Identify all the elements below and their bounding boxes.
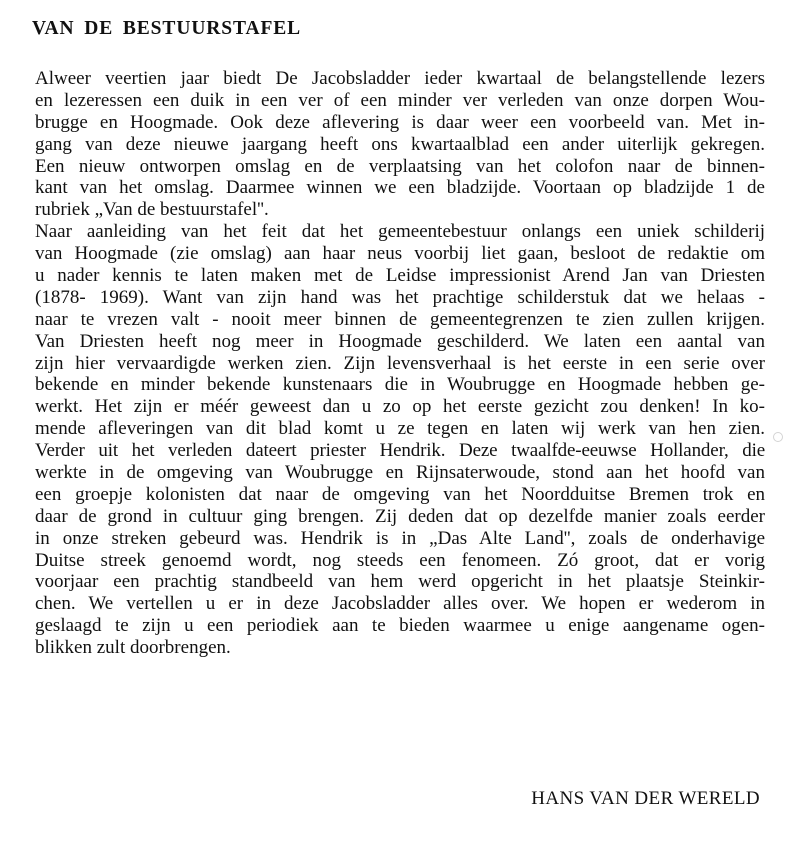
text-line: daar de grond in cultuur ging brengen. Zij deden dat op dezelfde manier zoals eerder (35, 505, 765, 527)
text-line: werkte in de omgeving van Woubrugge en Rijnsaterwoude, stond aan het hoofd van (35, 462, 765, 484)
text-line: en lezeressen een duik in een ver of een minder ver verleden van onze dorpen Wou- (35, 89, 765, 111)
text-line: rubriek „Van de bestuurstafel''. (35, 199, 269, 221)
text-line: kant van het omslag. Daarmee winnen we een bladzijde. Voortaan op bladzijde 1 de (35, 177, 765, 199)
text-line: voorjaar een prachtig standbeeld van hem werd opgericht in het plaatsje Steinkir- (35, 571, 765, 593)
article-body (35, 68, 765, 659)
author-signature: HANS VAN DER WERELD (531, 788, 760, 809)
text-line: van Hoogmade (zie omslag) aan haar neus voorbij liet gaan, besloot de redaktie om (35, 243, 765, 265)
page-title: VAN DE BESTUURSTAFEL (32, 18, 302, 39)
text-line: Naar aanleiding van het feit dat het gemeentebestuur onlangs een uniek schilderij (35, 221, 765, 243)
text-line: brugge en Hoogmade. Ook deze aflevering is daar weer een voorbeeld van. Met in- (35, 111, 765, 133)
text-line: Een nieuw ontworpen omslag en de verplaatsing van het colofon naar de binnen- (35, 155, 765, 177)
text-line: Van Driesten heeft nog meer in Hoogmade geschilderd. We laten een aantal van (35, 330, 765, 352)
text-line: in onze streken gebeurd was. Hendrik is in „Das Alte Land'', zoals de onderhavige (35, 527, 765, 549)
text-line: mende afleveringen van dit blad komt u ze tegen en laten wij werk van hen zien. (35, 418, 765, 440)
text-line: chen. We vertellen u er in deze Jacobsladder alles over. We hopen er wederom in (35, 593, 765, 615)
text-line: u nader kennis te laten maken met de Leidse impressionist Arend Jan van Driesten (35, 265, 765, 287)
text-line: Duitse streek genoemd wordt, nog steeds een fenomeen. Zó groot, dat er vorig (35, 549, 765, 571)
text-line: Verder uit het verleden dateert priester Hendrik. Deze twaalfde-eeuwse Hollander, die (35, 440, 765, 462)
text-line: (1878- 1969). Want van zijn hand was het prachtige schilderstuk dat we helaas - (35, 286, 765, 308)
text-line: gang van deze nieuwe jaargang heeft ons kwartaalblad een ander uiterlijk gekregen. (35, 133, 765, 155)
text-line: een groepje kolonisten dat naar de omgeving van het Noordduitse Bremen trok en (35, 483, 765, 505)
text-line: geslaagd te zijn u een periodiek aan te bieden waarmee u enige aangename ogen- (35, 615, 765, 637)
text-line: bekende en minder bekende kunstenaars die in Woubrugge en Hoogmade hebben ge- (35, 374, 765, 396)
text-line: blikken zult doorbrengen. (35, 637, 231, 659)
scan-speck (773, 432, 783, 442)
text-line: naar te vrezen valt - nooit meer binnen de gemeentegrenzen te zien zullen krijgen. (35, 308, 765, 330)
text-line: Alweer veertien jaar biedt De Jacobsladder ieder kwartaal de belangstellende lezers (35, 68, 765, 89)
text-line: werkt. Het zijn er méér geweest dan u zo op het eerste gezicht zou denken! In ko- (35, 396, 765, 418)
text-line: zijn hier vervaardigde werken zien. Zijn levensverhaal is het eerste in een serie over (35, 352, 765, 374)
